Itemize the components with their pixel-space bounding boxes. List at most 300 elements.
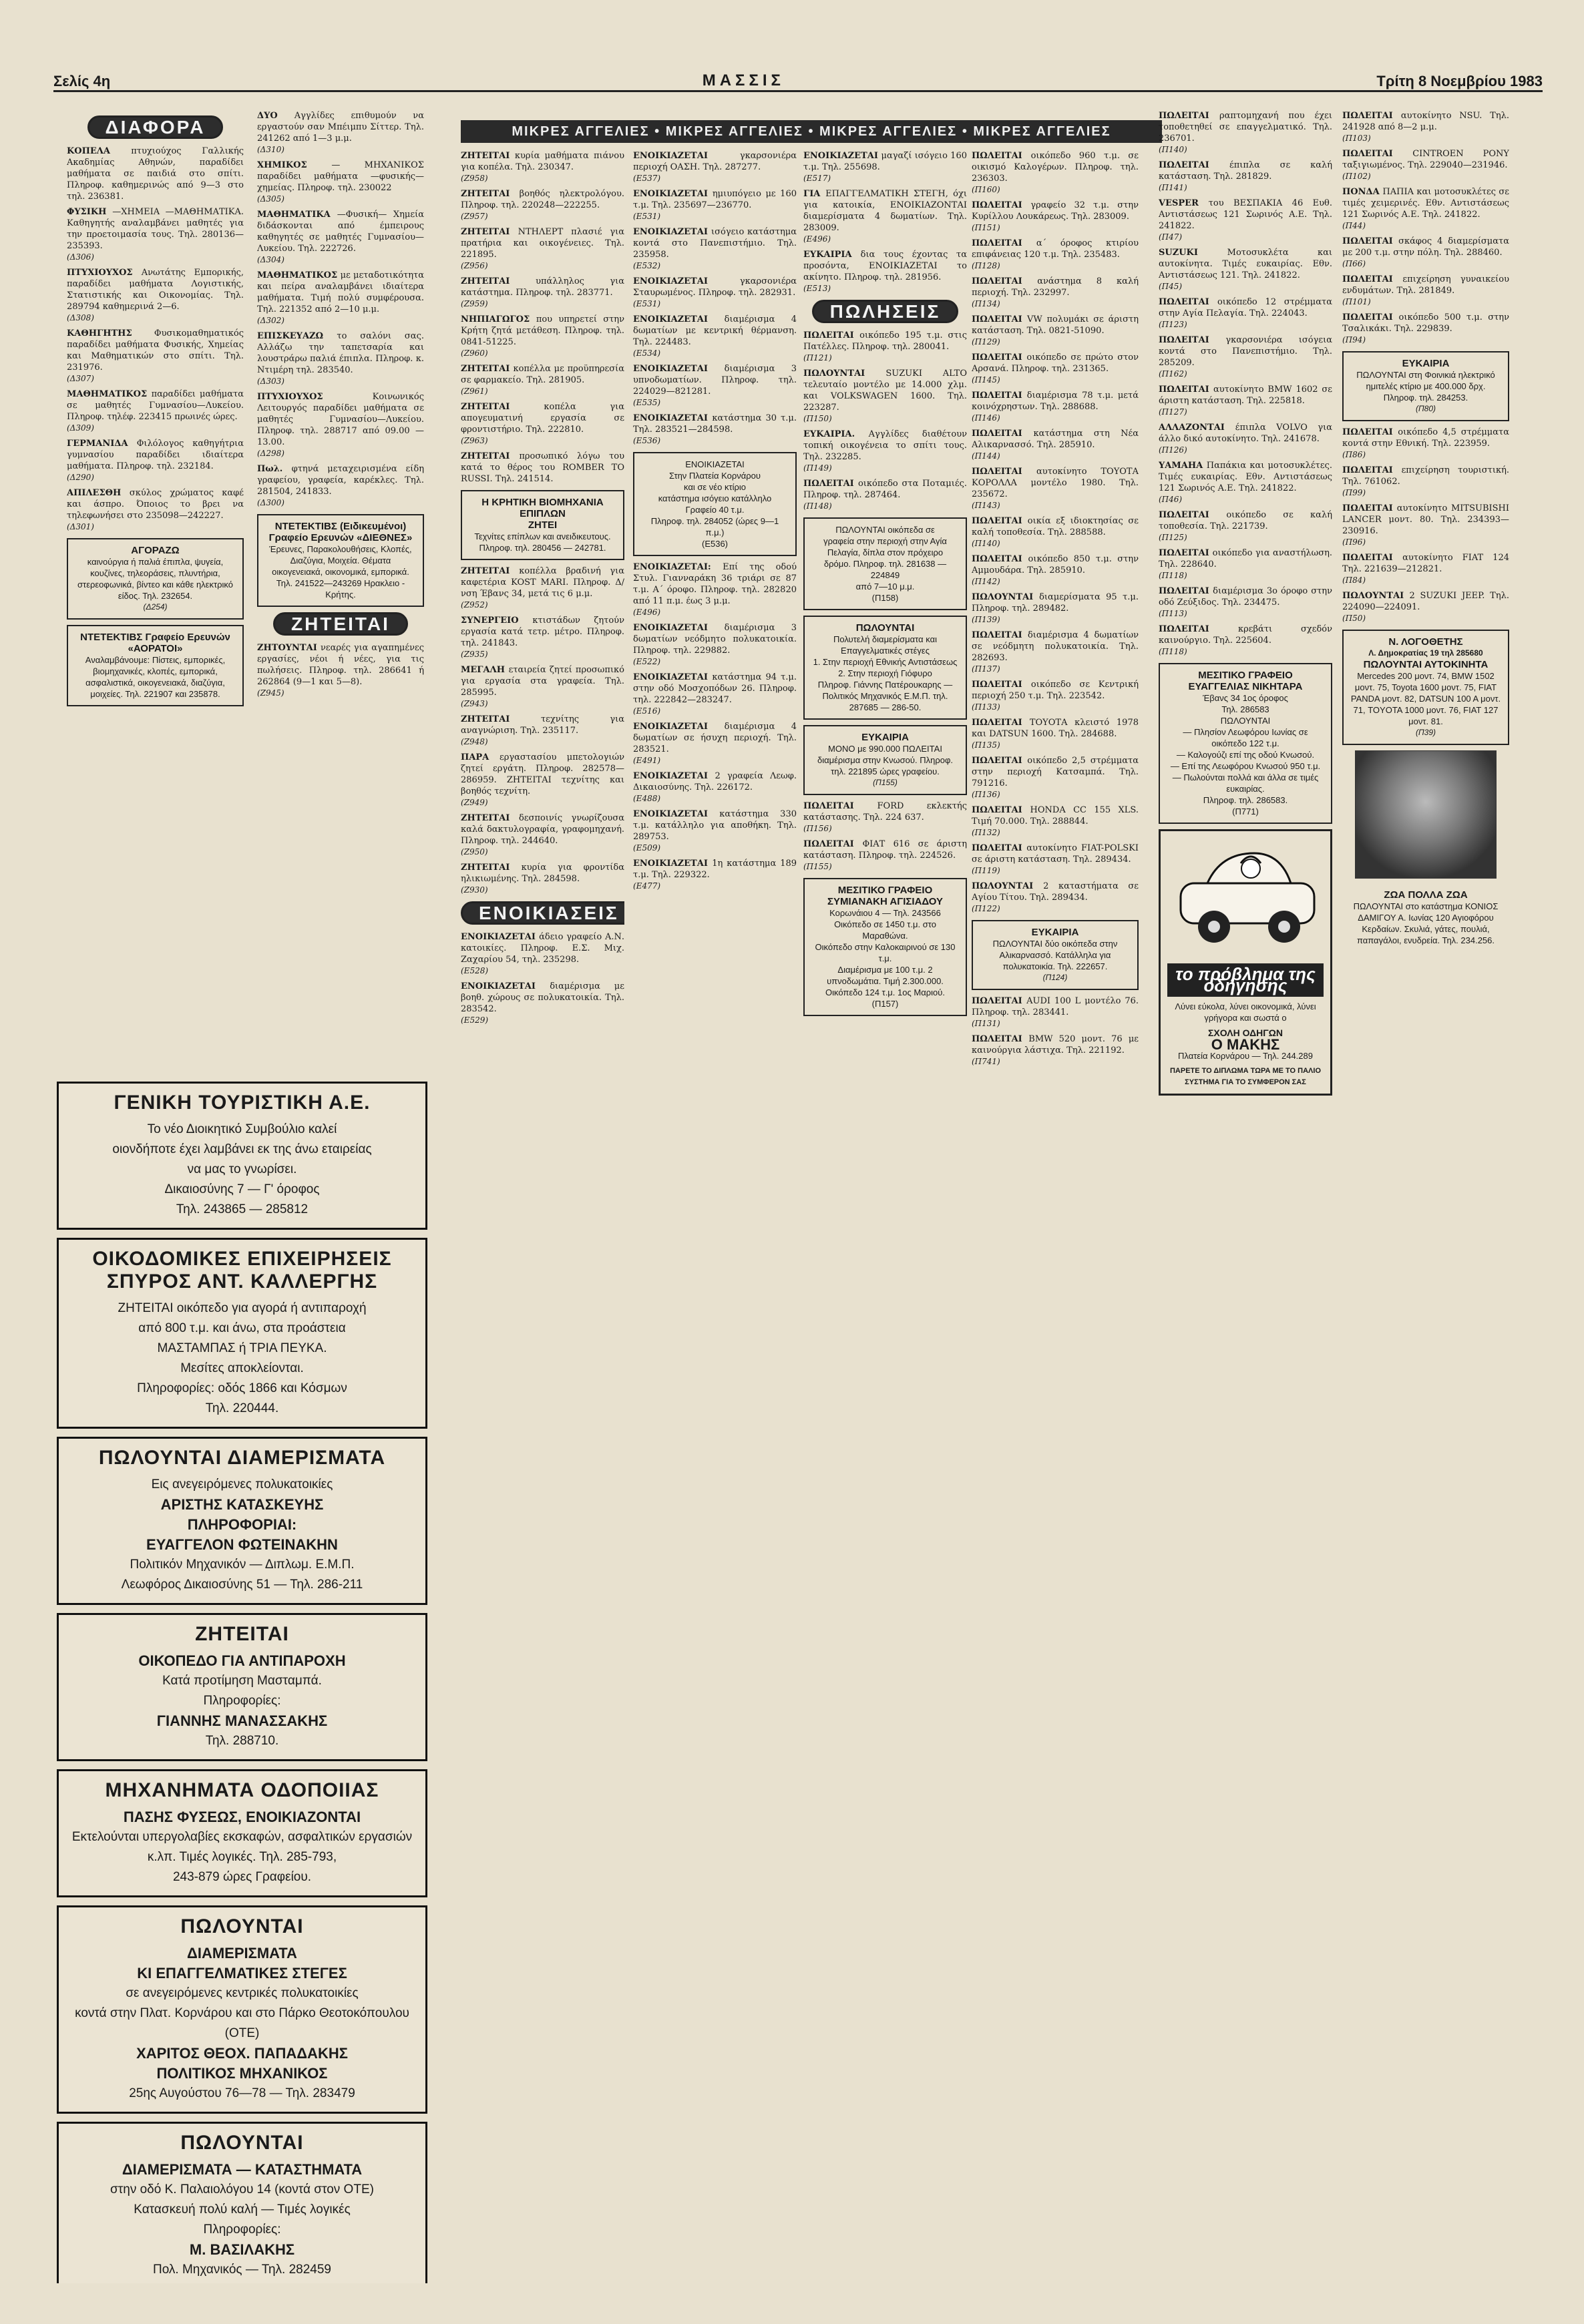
ad-code: (Ζ959) xyxy=(461,299,488,308)
box-line: Οικόπεδο σε 1450 τ.μ. στο Μαραθώνα. xyxy=(834,919,936,941)
ad-code: (Π160) xyxy=(972,185,1000,194)
ad-code: (Π145) xyxy=(972,375,1000,385)
drive-address: Πλατεία Κορνάρου — Τηλ. 244.289 xyxy=(1178,1051,1313,1061)
ad-text: οικόπεδο για αναστήλωση. Τηλ. 228640. xyxy=(1159,548,1332,569)
ad-text: μαγαζί ισόγειο 160 τ.μ. Τηλ. 255698. xyxy=(803,151,967,172)
display-ad-box xyxy=(57,1082,427,1230)
box-title: ΜΕΣΙΤΙΚΟ ΓΡΑΦΕΙΟ ΕΥΑΓΓΕΛΙΑΣ ΝΙΚΗΤΑΡΑ xyxy=(1188,670,1303,692)
classified-ad xyxy=(972,995,1139,1029)
ad-lead-word: ΠΩΛΕΙΤΑΙ xyxy=(1342,503,1397,513)
drive-text: Λύνει εύκολα, λύνει οικονομικά, λύνει γρήγορα και σωστά ο xyxy=(1175,1001,1316,1023)
display-ad-line: ΠΟΛΙΤΙΚΟΣ ΜΗΧΑΝΙΚΟΣ xyxy=(156,2065,328,2082)
classified-ad xyxy=(633,721,797,766)
classified-ad xyxy=(1159,422,1332,456)
ad-lead-word: ΠΩΛΕΙΤΑΙ xyxy=(972,996,1027,1006)
ad-text: γκαρσονιέρα Σταυρωμένος. Πληροφ. τηλ. 282931. xyxy=(633,276,797,298)
ad-code: (Π99) xyxy=(1342,488,1366,497)
classified-ad xyxy=(972,804,1139,839)
ad-code: (Π129) xyxy=(972,337,1000,346)
box-title: ΕΥΚΑΙΡΙΑ xyxy=(861,732,909,743)
display-ad-line: ΔΙΑΜΕΡΙΣΜΑΤΑ — ΚΑΤΑΣΤΗΜΑΤΑ xyxy=(122,2161,363,2178)
classified-ad xyxy=(633,561,797,618)
classified-ad xyxy=(1342,148,1509,182)
ad-text: δεσποινίς γνωρίζουσα καλά δακτυλογραφία, γραφομηχανή. Πληροφ. τηλ. 244640. xyxy=(461,813,624,846)
classified-ad xyxy=(461,226,624,272)
ad-lead-word: ΕΥΚΑΙΡΙΑ. xyxy=(803,429,869,439)
ad-text: δια τους έχοντας τα προσόντα, ΕΝΟΙΚΙΑΖΕΤΑΙ το ακίνητο. Πληροφ. τηλ. 281956. xyxy=(803,250,967,282)
classified-ad xyxy=(257,110,424,156)
display-ad-line: σε ανεγειρόμενες κεντρικές πολυκατοικίες xyxy=(126,1986,359,2000)
ad-text: HONDA CC 155 XLS. Τιμή 70.000. Τηλ. 288844. xyxy=(972,805,1139,827)
ad-text: FORD εκλεκτής κατάστασης. Τηλ. 224 637. xyxy=(803,801,967,823)
ad-text: ΝΤΗΛΕΡΤ πλασιέ για πρατήρια και οικογένειες. Τηλ. 221895. xyxy=(461,227,624,260)
classified-ad xyxy=(1342,312,1509,346)
ad-list xyxy=(803,330,967,512)
ad-code: (Π125) xyxy=(1159,533,1187,542)
ad-lead-word: ΕΝΟΙΚΙΑΖΕΤΑΙ xyxy=(633,151,740,161)
display-ad-line: ΑΡΙΣΤΗΣ ΚΑΤΑΣΚΕΥΗΣ xyxy=(160,1496,324,1513)
ad-text: 2 γραφεία Λεωφ. Δικαιοσύνης. Τηλ. 226172. xyxy=(633,771,797,792)
ad-code: (Δ254) xyxy=(143,602,168,612)
ad-code: (Δ310) xyxy=(257,145,284,154)
ad-lead-word: ΠΤΥΧΙΟΥΧΟΣ xyxy=(67,268,142,278)
classified-ad xyxy=(633,188,797,222)
ad-text: που υπηρετεί στην Κρήτη ζητά μετάθεση. Πληροφ. τηλ. 0841-51225. xyxy=(461,314,624,347)
classified-ad xyxy=(461,862,624,896)
display-ad-line: Λεωφόρος Δικαιοσύνης 51 — Τηλ. 286-211 xyxy=(121,1578,363,1592)
ad-lead-word: ΖΗΤΕΙΤΑΙ xyxy=(461,451,520,461)
ad-lead-word: ΠΩΛΕΙΤΑΙ xyxy=(1159,160,1229,170)
ad-text: οικόπεδο 960 τ.μ. σε οικισμό Καλογέρων. Πληροφ. τηλ. 236303. xyxy=(972,151,1139,184)
ad-code: (Π50) xyxy=(1342,614,1366,623)
display-ad-line: Τηλ. 220444. xyxy=(205,1401,279,1415)
ad-list xyxy=(461,150,624,485)
ad-lead-word: ΕΝΟΙΚΙΑΖΕΤΑΙ xyxy=(633,189,713,199)
box-text: ΜΟΝΟ με 990.000 ΠΩΛΕΙΤΑΙ διαμέρισμα στην Κνωσού. Πληροφ. τηλ. 221895 ώρες γραφείου. xyxy=(817,744,954,776)
ad-lead-word: ΠΩΛΕΙΤΑΙ xyxy=(1159,385,1213,395)
ad-code: (Π118) xyxy=(1159,647,1187,656)
ad-text: διαμέρισμα 4 δωματίων με κεντρική θέρμανση. Τηλ. 224483. xyxy=(633,314,797,347)
classified-ad xyxy=(1159,586,1332,620)
ad-code: (Δ307) xyxy=(67,374,94,383)
ad-text: διαμέρισμα με βοηθ. χώρους σε πολυκατοικία. Τηλ. 283542. xyxy=(461,981,624,1014)
ad-text: Ανωτάτης Εμπορικής, παραδίδει μαθήματα Λογιστικής, Στατιστικής και Οικονομίας. Τηλ. 289794 καθημερινά 2—6. xyxy=(67,268,244,312)
box-line-1: ΖΗΤΕΙ xyxy=(528,519,558,531)
ad-code: (Π132) xyxy=(972,828,1000,837)
classified-ad xyxy=(257,391,424,459)
ad-lead-word: ΕΝΟΙΚΙΑΖΕΤΑΙ xyxy=(461,981,550,991)
ad-lead-word: ΠΤΥΧΙΟΥΧΟΣ xyxy=(257,392,373,402)
classified-ad xyxy=(257,642,424,699)
ad-list xyxy=(461,565,624,896)
ad-code: (Ζ949) xyxy=(461,798,488,807)
ad-text: αυτοκίνητο BMW 1602 σε άριστη κατάσταση. Τηλ. 225818. xyxy=(1159,385,1332,406)
box-line: 2. Στην περιοχή Γιόφυρο xyxy=(838,668,932,678)
display-ad-line: Εκτελούνται υπεργολαβίες εκσκαφών, ασφαλτικών εργασιών κ.λπ. Τιμές λογικές. Τηλ. 285-793, xyxy=(71,1830,413,1864)
box-lines xyxy=(811,907,959,1009)
box-line: (Ε536) xyxy=(701,539,729,549)
ad-lead-word: ΠΩΛΕΙΤΑΙ xyxy=(1159,335,1226,345)
ad-lead-word: ΠΩΛΕΙΤΑΙ xyxy=(1342,149,1413,159)
ad-lead-word: ΦΥΣΙΚΗ xyxy=(67,207,113,217)
ad-code: (Ζ958) xyxy=(461,174,488,183)
ad-lead-word: ΠΩΛΕΙΤΑΙ xyxy=(972,1034,1029,1044)
box-line: Πληροφ. Γιάννης Πατέρουκαρης — Πολιτικός Μηχανικός Ε.Μ.Π. τηλ. 287685 — 286-50. xyxy=(817,680,953,712)
ad-code: (Π126) xyxy=(1159,445,1187,455)
display-ad-line: να μας το γνωρίσει. xyxy=(187,1162,297,1176)
box-line: Οικόπεδο στην Καλοκαιρινού σε 130 τ.μ. xyxy=(815,942,956,963)
display-ad-title: ΜΗΧΑΝΗΜΑΤΑ ΟΔΟΠΟΙΙΑΣ xyxy=(105,1779,379,1801)
ad-lead-word: ΠΩΛΕΙΤΑΙ xyxy=(1342,553,1403,563)
classified-ad xyxy=(461,664,624,710)
ad-lead-word: ΚΟΠΕΛΑ xyxy=(67,146,132,156)
ad-lead-word: ΠΩΛΕΙΤΑΙ xyxy=(1342,312,1399,322)
classifieds-banner: ΜΙΚΡΕΣ ΑΓΓΕΛΙΕΣ • ΜΙΚΡΕΣ ΑΓΓΕΛΙΕΣ • ΜΙΚΡΕΣ ΑΓΓΕΛΙΕΣ • ΜΙΚΡΕΣ ΑΓΓΕΛΙΕΣ xyxy=(461,120,1162,143)
ad-lead-word: ΠΩΛΟΥΝΤΑΙ xyxy=(972,592,1040,602)
classified-ad xyxy=(633,276,797,310)
ad-text: παραδίδει μαθήματα σε μαθητές Γυμνασίου—Λυκείου. Πληροφ. τηλέφ. 223415 πρωινές ώρες. xyxy=(67,389,244,422)
page-header xyxy=(53,63,1543,92)
ad-text: διαμέρισμα 3ο όροφο στην οδό Ζεύξιδος. Τηλ. 234475. xyxy=(1159,586,1332,608)
ad-text: κοπέλλα βραδινή για καφετέρια KOST MARI. Πληροφ. Δ/νση Έβανς 34, μετά τις 6 μ.μ. xyxy=(461,566,624,599)
ad-lead-word: ΖΗΤΕΙΤΑΙ xyxy=(461,151,515,161)
ad-text: κτιστάδων ζητούν εργασία κατά τετρ. μέτρο. Πληροφ. τηλ. 241843. xyxy=(461,616,624,648)
ad-text: οικόπεδο σε καλή τοποθεσία. Τηλ. 221739. xyxy=(1159,510,1332,531)
ad-text: γκαρσονιέρα ισόγεια κοντά στο Πανεπιστήμιο. Τηλ. 285209. xyxy=(1159,335,1332,368)
classified-ad xyxy=(633,150,797,184)
display-ad-line: ΚΙ ΕΠΑΓΓΕΛΜΑΤΙΚΕΣ ΣΤΕΓΕΣ xyxy=(137,1965,347,1982)
ad-lead-word: ΖΗΤΕΙΤΑΙ xyxy=(461,714,541,724)
box-line: (Π771) xyxy=(1232,806,1259,817)
page-number: Σελίς 4η xyxy=(53,73,111,89)
nikitara-broker-box xyxy=(1159,663,1332,824)
classified-ad xyxy=(461,615,624,660)
ad-list xyxy=(633,150,797,447)
classified-ad xyxy=(461,931,624,977)
ad-code: (Π39) xyxy=(1415,728,1436,737)
ad-code: (Ε509) xyxy=(633,843,661,853)
eykairia-box-2 xyxy=(972,920,1139,990)
classified-ad xyxy=(1342,236,1509,270)
box-line: — Πλησίον Λεωφόρου Ιωνίας σε οικόπεδο 122 τ.μ. xyxy=(1183,727,1308,748)
ad-text: Αγγλίδες διαθέτουν τοπική οικογένεια το σπίτι τους. Τηλ. 232285. xyxy=(803,429,967,462)
ad-lead-word: ΠΩΛΕΙΤΑΙ xyxy=(972,718,1030,728)
ad-lead-word: ΠΩΛΕΙΤΑΙ xyxy=(972,630,1028,640)
ad-lead-word: ΜΕΓΑΛΗ xyxy=(461,665,509,675)
box-line: Έβανς 34 1ος όροφος xyxy=(1203,693,1288,703)
classified-ad xyxy=(67,328,244,385)
ad-lead-word: ΠΩΛΕΙΤΑΙ xyxy=(972,276,1038,286)
ad-lead-word: ΠΩΛΕΙΤΑΙ xyxy=(972,467,1036,477)
classified-ad xyxy=(803,800,967,835)
box-text: ΠΩΛΟΥΝΤΑΙ στο κατάστημα ΚΟΝΙΟΣ ΔΑΜΙΓΟΥ Α. Ιωνίας 120 Αγιοφόρου Κερδαίων. Σκυλιά, γάτες, πουλιά, παπαγάλοι, ενυδρεία. Τηλ. 234.256. xyxy=(1353,901,1499,945)
ad-lead-word: ΠΩΛΕΙΤΑΙ xyxy=(1159,111,1220,121)
ad-list xyxy=(1342,110,1509,346)
ad-lead-word: ΠΩΛΕΙΤΑΙ xyxy=(972,353,1027,363)
box-line: Πληροφ. τηλ. 284052 (ώρες 9—1 π.μ.) xyxy=(650,516,779,537)
ad-text: σκύλος χρώματος καφέ και άσπρο. Όποιος το βρει να τηλεφωνήσει στο 235098—242227. xyxy=(67,488,244,521)
classified-ad xyxy=(972,843,1139,877)
classified-ad xyxy=(972,150,1139,196)
classified-ad xyxy=(633,770,797,804)
ad-code: (Π84) xyxy=(1342,575,1366,585)
display-ad-line: στην οδό Κ. Παλαιολόγου 14 (κοντά στον ΟΤΕ) xyxy=(110,2182,374,2196)
ad-lead-word: ΕΝΟΙΚΙΑΖΕΤΑΙ xyxy=(633,413,713,423)
box-title: Ν. ΛΟΓΟΘΕΤΗΣ xyxy=(1388,636,1463,648)
ad-code: (Π134) xyxy=(972,299,1000,308)
classified-ad xyxy=(972,592,1139,626)
plots-box xyxy=(803,517,967,610)
classified-ad xyxy=(1159,296,1332,330)
ad-lead-word: ΕΝΟΙΚΙΑΖΕΤΑΙ xyxy=(633,623,725,633)
classified-ad xyxy=(1159,460,1332,505)
display-ad-title: ΠΩΛΟΥΝΤΑΙ xyxy=(180,1915,304,1937)
section-banner-enoikiaseis: ΕΝΟΙΚΙΑΣΕΙΣ xyxy=(461,901,624,925)
box-title: ΕΥΚΑΙΡΙΑ xyxy=(1031,927,1079,938)
classified-ad xyxy=(803,429,967,474)
ad-text: 2 καταστήματα σε Αγίου Τίτου. Τηλ. 289434. xyxy=(972,881,1139,903)
display-ad-title: ΖΗΤΕΙΤΑΙ xyxy=(195,1623,289,1645)
display-ad-line: από 800 τ.μ. και άνω, στα προάστεια xyxy=(138,1321,346,1335)
classified-ad xyxy=(1342,186,1509,232)
ad-code: (Ε532) xyxy=(633,261,661,270)
classified-ad xyxy=(633,672,797,717)
classified-ad xyxy=(461,565,624,611)
classified-ad xyxy=(972,553,1139,588)
ad-text: τεχνίτης για αναγνώριση. Τηλ. 235117. xyxy=(461,714,624,736)
display-ad-line: ΔΙΑΜΕΡΙΣΜΑΤΑ xyxy=(187,1945,297,1961)
ad-code: (Π47) xyxy=(1159,232,1183,242)
ad-text: Αγγλίδες επιθυμούν να εργαστούν σαν Μπέιμπυ Σίττερ. Τηλ. 241262 από 1—3 μ.μ. xyxy=(257,111,424,144)
ad-code: (Π741) xyxy=(972,1057,1000,1066)
display-ad-line: Τηλ. 243865 — 285812 xyxy=(176,1202,309,1216)
ad-text: ραπτομηχανή που έχει τοποθετηθεί σε επαγγελματικό. Τηλ. 236701. xyxy=(1159,111,1332,144)
ad-text: SUZUKI ALTO τελευταίο μοντέλο με 14.000 χλμ. και VOLKSWAGEN 1600. Τηλ. 223287. xyxy=(803,369,967,413)
ad-code: (Ζ960) xyxy=(461,348,488,358)
ad-lead-word: ΠΩΛΕΙΤΑΙ xyxy=(972,238,1036,248)
ad-code: (Δ303) xyxy=(257,377,284,386)
ad-code: (Π146) xyxy=(972,413,1000,423)
classified-ad xyxy=(461,451,624,485)
box-line: γραφεία στην περιοχή στην Αγία xyxy=(823,536,947,546)
ad-text: — ΜΗΧΑΝΙΚΟΣ παραδίδει μαθήματα —φυσικής— χημείας. Πληροφ. τηλ. 230022 xyxy=(257,160,424,193)
box-line: — Πωλούνται πολλά και άλλα σε τιμές ευκαιρίας. xyxy=(1172,772,1319,794)
display-ad-line: Πολιτικόν Μηχανικόν — Διπλωμ. Ε.Μ.Π. xyxy=(130,1558,355,1572)
classified-ad xyxy=(1342,427,1509,461)
ad-lead-word: ΠΩΛΟΥΝΤΑΙ xyxy=(803,369,886,379)
box-head: ΠΩΛΟΥΝΤΑΙ ΑΥΤΟΚΙΝΗΤΑ xyxy=(1363,659,1489,670)
ad-code: (Π122) xyxy=(972,904,1000,913)
ad-lead-word: ΧΗΜΙΚΟΣ xyxy=(257,160,332,170)
classified-ad xyxy=(257,209,424,266)
ad-code: (Π66) xyxy=(1342,259,1366,268)
ad-text: —Φυσική— Χημεία διδάσκονται από έμπειρους καθηγητές σε μαθητές Γυμνασίου—Λυκείου. Τηλ. 222726. xyxy=(257,210,424,254)
display-ad-title: ΟΙΚΟΔΟΜΙΚΕΣ ΕΠΙΧΕΙΡΗΣΕΙΣ ΣΠΥΡΟΣ ΑΝΤ. ΚΑΛΛΕΡΓΗΣ xyxy=(92,1248,392,1293)
ad-lead-word: ΠΩΛΕΙΤΑΙ xyxy=(972,391,1027,401)
display-ad-line: Τηλ. 288710. xyxy=(205,1734,279,1748)
classified-ad xyxy=(67,146,244,202)
ad-code: (Ε496) xyxy=(633,608,661,617)
ad-code: (Δ301) xyxy=(67,522,94,531)
ad-code: (Ε516) xyxy=(633,706,661,716)
ad-lead-word: ΠΩΛΕΙΤΑΙ xyxy=(1342,427,1398,437)
display-ad-title: ΓΕΝΙΚΗ ΤΟΥΡΙΣΤΙΚΗ Α.Ε. xyxy=(114,1092,371,1114)
display-ad-line: Πληροφορίες: οδός 1866 και Κόσμων xyxy=(137,1381,347,1395)
ad-text: κρεβάτι σχεδόν καινούργιο. Τηλ. 225604. xyxy=(1159,624,1332,646)
ad-lead-word: ΠΩΛΕΙΤΑΙ xyxy=(972,429,1034,439)
ad-title: ΝΤΕΤΕΚΤΙΒΣ Γραφείο Ερευνών «ΑΟΡΑΤΟΙ» xyxy=(80,632,230,654)
ad-text: νεαρές για αγαπημένες εργασίες, νέοι ή νέες, για τις πωλήσεις. Πληροφ. τηλ. 286641 ή 262864 (9—1 και 5—8). xyxy=(257,643,424,687)
ad-code: (Π139) xyxy=(972,615,1000,624)
ad-lead-word: ΠΩΛΕΙΤΑΙ xyxy=(803,330,860,340)
ad-lead-word: ΠΩΛΟΥΝΤΑΙ xyxy=(972,881,1044,891)
ad-lead-word: ΝΗΠΙΑΓΩΓΟΣ xyxy=(461,314,536,324)
ad-text: υπάλληλος για κατάστημα. Πληροφ. τηλ. 283771. xyxy=(461,276,624,298)
box-line-2: Τεχνίτες επίπλων και ανειδικευτους. Πληροφ. τηλ. 280456 — 242781. xyxy=(474,531,611,553)
column-5 xyxy=(803,150,967,2284)
classified-ad xyxy=(972,755,1139,800)
ad-text: το σαλόνι σας. Αλλάζω την ταπετσαρία και λουστράρω παλιά έπιπλα. Πληροφ. κ. Ντιμέρη τηλ. 283540. xyxy=(257,331,424,375)
classified-ad xyxy=(633,858,797,892)
ad-text: Επί της οδού Στυλ. Γιανναράκη 36 τριάρι σε 87 τ.μ. Α΄ όροφο. Πληροφ. τηλ. 282820 από 11 π.μ. έως 3 μ.μ. xyxy=(633,562,797,606)
ad-lead-word: ΠΩΛΕΙΤΑΙ xyxy=(972,680,1031,690)
box-line: κατάστημα ισόγειο κατάλληλο xyxy=(658,493,772,503)
ad-code: (Π94) xyxy=(1342,335,1366,344)
ad-code: (Π144) xyxy=(972,451,1000,461)
ad-lead-word: ΠΩΛΕΙΤΑΙ xyxy=(1159,548,1213,558)
ad-text: οικόπεδο 500 τ.μ. στην Τσαλικάκι. Τηλ. 229839. xyxy=(1342,312,1509,334)
ad-code: (Ε536) xyxy=(633,436,661,445)
classified-ad xyxy=(803,330,967,364)
display-ad-title: ΠΩΛΟΥΝΤΑΙ ΔΙΑΜΕΡΙΣΜΑΤΑ xyxy=(98,1447,386,1469)
classified-ad xyxy=(972,200,1139,234)
ad-lead-word: ΕΝΟΙΚΙΑΖΕΤΑΙ xyxy=(633,314,725,324)
ad-code: (Π140) xyxy=(972,539,1000,548)
ad-list xyxy=(972,150,1139,915)
ad-code: (Ε535) xyxy=(633,398,661,407)
ad-text: έπιπλα VOLVO για άλλο δικό αυτοκίνητο. Τηλ. 241678. xyxy=(1159,423,1332,444)
classified-ad xyxy=(1342,503,1509,548)
ad-code: (Ε477) xyxy=(633,881,661,891)
ad-text: BMW 520 μοντ. 76 με καινούργια λάστιχα. Τηλ. 221192. xyxy=(972,1034,1139,1056)
ad-lead-word: ΠΩΛΕΙΤΑΙ xyxy=(972,200,1031,210)
classified-ad xyxy=(461,752,624,808)
ad-code: (Π86) xyxy=(1342,450,1366,459)
ad-lead-word: ΕΠΙΣΚΕΥΑΖΩ xyxy=(257,331,337,341)
ad-lead-word: ΠΩΛΕΙΤΑΙ xyxy=(1159,624,1239,634)
box-line: Στην Πλατεία Κορνάρου xyxy=(669,471,761,481)
ad-code: (Π119) xyxy=(972,866,1000,875)
cartoon-car-icon xyxy=(1167,837,1328,957)
furniture-industry-ad xyxy=(461,490,624,560)
classified-ad xyxy=(1159,110,1332,156)
section-banner-zhteitai: ΖΗΤΕΙΤΑΙ xyxy=(273,612,408,636)
ad-text: εταιρεία ζητεί προσωπικό για εργασία στα γραφεία. Τηλ. 285995. xyxy=(461,665,624,698)
ad-text: πτυχιούχος Γαλλικής Ακαδημίας Αθηνών, παραδίδει μαθήματα σε παιδιά στο σπίτι. Πληροφ. καθημερινώς από 9—3 στο τηλ. 236381. xyxy=(67,146,244,202)
box-line: Πελαγία, δίπλα στον πρόχειρο xyxy=(827,547,944,557)
box-title: ΖΩΑ ΠΟΛΛΑ ΖΩΑ xyxy=(1384,889,1468,901)
classified-ad xyxy=(633,808,797,854)
ad-title: ΑΓΟΡΑΖΩ xyxy=(131,545,180,556)
classified-ad xyxy=(972,352,1139,386)
ad-lead-word: ΠΩΛΕΙΤΑΙ xyxy=(1159,510,1227,520)
ad-code: (Δ290) xyxy=(67,473,94,482)
ad-text: διαμέρισμα 3 δωματίων νεόδμητο πολυκατοικία. Πληροφ. τηλ. 229882. xyxy=(633,623,797,656)
box-line: Τηλ. 286583 xyxy=(1221,704,1269,714)
column-4 xyxy=(633,150,797,2284)
ad-list xyxy=(257,110,424,509)
classified-ad xyxy=(1342,110,1509,144)
classified-ad xyxy=(1159,247,1332,292)
ad-lead-word: ΠΩΛΕΙΤΑΙ xyxy=(972,314,1027,324)
ad-lead-word: ΠΩΛΕΙΤΑΙ xyxy=(972,516,1028,526)
ad-text: κατάστημα 94 τ.μ. στην οδό Μοσχοπόδων 26. Πληροφ. τηλ. 222842—283247. xyxy=(633,672,797,705)
ad-code: (Ζ956) xyxy=(461,261,488,270)
ad-text: επιχείρηση τουριστική. Τηλ. 761062. xyxy=(1342,465,1509,487)
ad-text: ΕΠΑΓΓΕΛΜΑΤΙΚΗ ΣΤΕΓΗ, όχι για κατοικία, ΕΝΟΙΚΙΑΖΟΝΤΑΙ διαμερίσματα 4 δωματίων. Τηλ. 283009. xyxy=(803,189,967,233)
classified-ad xyxy=(633,413,797,447)
ad-code: (Π124) xyxy=(1042,973,1068,982)
box-lines xyxy=(811,524,959,604)
classified-ad xyxy=(461,363,624,397)
ad-code: (Ζ935) xyxy=(461,650,488,659)
column-2 xyxy=(257,110,424,1065)
classified-ad xyxy=(257,160,424,205)
ad-text: Παπάκια και μοτοσυκλέτες. Τιμές ευκαιρίας. Εθν. Αντιστάσεως 121 Σωρινός Α.Ε. Τηλ. 241822. xyxy=(1159,461,1332,493)
classified-ad xyxy=(1159,547,1332,582)
ad-code: (Δ302) xyxy=(257,316,284,325)
ad-text: με μεταδοτικότητα και πείρα αναλαμβάνει ιδιαίτερα μαθήματα. Τιμή πολύ συμφέρουσα. Τηλ. 221352 από 2—10 μ.μ. xyxy=(257,270,424,314)
ad-list xyxy=(461,931,624,1026)
ad-code: (Δ308) xyxy=(67,313,94,322)
display-ad-line: Μ. ΒΑΣΙΛΑΚΗΣ xyxy=(189,2241,295,2258)
ad-lead-word: ΕΝΟΙΚΙΑΖΕΤΑΙ xyxy=(633,227,712,237)
ad-lead-word: ΖΗΤΕΙΤΑΙ xyxy=(461,863,522,873)
ad-text: οικόπεδο στα Ποταμιές. Πληροφ. τηλ. 287464. xyxy=(803,479,967,500)
display-ad-line: Κατασκευή πολύ καλή — Τιμές λογικές xyxy=(134,2202,351,2217)
classified-ad xyxy=(461,812,624,858)
ad-code: (Ε531) xyxy=(633,299,661,308)
ad-lead-word: ΠΩΛΕΙΤΑΙ xyxy=(972,756,1028,766)
detective-ad xyxy=(67,625,244,706)
ad-lead-word: ΕΝΟΙΚΙΑΖΕΤΑΙ: xyxy=(633,562,723,572)
ad-lead-word: ΕΝΟΙΚΙΑΖΕΤΑΙ xyxy=(633,276,740,286)
ad-text: οικόπεδο 195 τ.μ. στις Πατέλλες. Πληροφ. τηλ. 280041. xyxy=(803,330,967,352)
ad-code: (Ε496) xyxy=(803,234,831,244)
ad-text: κατάστημα 330 τ.μ. κατάλληλο για αποθήκη. Τηλ. 289753. xyxy=(633,809,797,842)
ad-text: διαμέρισμα 4 δωματίων σε ήσυχη περιοχή. Τηλ. 283521. xyxy=(633,722,797,754)
classified-ad xyxy=(461,276,624,310)
box-line: Γραφείο 40 τ.μ. xyxy=(685,505,745,515)
ad-text: κατάστημα 30 τ.μ. Τηλ. 283521—284598. xyxy=(633,413,797,435)
ad-text: γκαρσονιέρα περιοχή ΟΑΣΗ. Τηλ. 287277. xyxy=(633,151,797,172)
ad-code: (Ζ945) xyxy=(257,688,284,698)
ad-lead-word: ΑΛΛΑΖΟΝΤΑΙ xyxy=(1159,423,1235,433)
column-8 xyxy=(1342,110,1509,2284)
ad-list xyxy=(803,150,967,294)
ad-text: διαμέρισμα 78 τ.μ. μετά κοινόχρηστων. Τηλ. 288688. xyxy=(972,391,1139,412)
classified-ad xyxy=(461,150,624,184)
display-ad-line: οιονδήποτε έχει λαμβάνει εκ της άνω εταιρείας xyxy=(112,1142,372,1156)
display-ad-box xyxy=(57,2122,427,2283)
ad-lead-word: ΜΑΘΗΜΑΤΙΚΑ xyxy=(257,210,337,220)
box-line: 1. Στην περιοχή Εθνικής Αντιστάσεως xyxy=(813,657,958,667)
ad-code: (Π155) xyxy=(803,862,832,871)
classified-ad xyxy=(1342,590,1509,624)
detective-ad-2 xyxy=(257,514,424,607)
ad-lead-word: ΕΝΟΙΚΙΑΖΕΤΑΙ xyxy=(633,672,713,682)
ad-text: κοπέλλα με προϋπηρεσία σε φαρμακείο. Τηλ. 281905. xyxy=(461,364,624,385)
